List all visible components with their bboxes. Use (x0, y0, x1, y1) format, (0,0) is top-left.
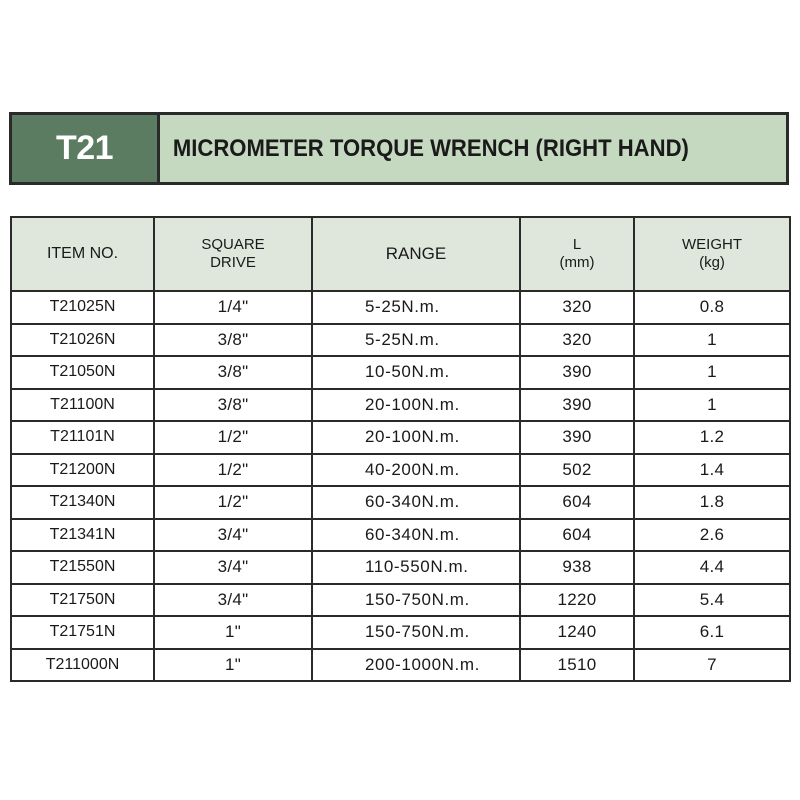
cell-range: 5-25N.m. (312, 291, 520, 324)
cell-length: 1510 (520, 649, 634, 682)
cell-square-drive: 3/4" (154, 584, 312, 617)
cell-square-drive: 1/2" (154, 454, 312, 487)
cell-length: 604 (520, 519, 634, 552)
cell-range: 5-25N.m. (312, 324, 520, 357)
table-row (11, 649, 790, 682)
cell-length: 502 (520, 454, 634, 487)
cell-square-drive: 1" (154, 616, 312, 649)
cell-item-no: T21050N (11, 356, 154, 389)
cell-square-drive: 1/2" (154, 421, 312, 454)
table-row (11, 519, 790, 552)
cell-length: 320 (520, 291, 634, 324)
cell-weight: 1.2 (634, 421, 790, 454)
cell-square-drive: 1/4" (154, 291, 312, 324)
table-row (11, 324, 790, 357)
table-row (11, 356, 790, 389)
header-length-label: L (572, 236, 582, 253)
header-length-unit: (mm) (559, 254, 595, 271)
cell-weight: 1 (634, 389, 790, 422)
product-title: MICROMETER TORQUE WRENCH (RIGHT HAND) (172, 134, 689, 162)
cell-item-no: T211000N (11, 649, 154, 682)
model-code: T21 (12, 115, 160, 182)
table-row (11, 616, 790, 649)
cell-item-no: T21751N (11, 616, 154, 649)
cell-range: 20-100N.m. (312, 389, 520, 422)
cell-item-no: T21100N (11, 389, 154, 422)
cell-square-drive: 1/2" (154, 486, 312, 519)
header-square-label: SQUARE (201, 236, 265, 253)
cell-length: 390 (520, 421, 634, 454)
table-row (11, 584, 790, 617)
cell-length: 390 (520, 389, 634, 422)
table-row (11, 454, 790, 487)
cell-range: 20-100N.m. (312, 421, 520, 454)
cell-range: 10-50N.m. (312, 356, 520, 389)
cell-weight: 0.8 (634, 291, 790, 324)
cell-range: 40-200N.m. (312, 454, 520, 487)
cell-length: 1240 (520, 616, 634, 649)
cell-square-drive: 3/4" (154, 551, 312, 584)
cell-weight: 2.6 (634, 519, 790, 552)
cell-range: 110-550N.m. (312, 551, 520, 584)
cell-item-no: T21200N (11, 454, 154, 487)
cell-square-drive: 3/8" (154, 389, 312, 422)
cell-range: 200-1000N.m. (312, 649, 520, 682)
cell-length: 320 (520, 324, 634, 357)
table-row (11, 389, 790, 422)
cell-weight: 4.4 (634, 551, 790, 584)
header-range-label: RANGE (385, 244, 447, 263)
cell-weight: 5.4 (634, 584, 790, 617)
cell-range: 60-340N.m. (312, 486, 520, 519)
header-item-no (11, 217, 154, 291)
cell-length: 938 (520, 551, 634, 584)
cell-item-no: T21341N (11, 519, 154, 552)
header-drive-label: DRIVE (210, 254, 256, 271)
cell-item-no: T21026N (11, 324, 154, 357)
table-row (11, 291, 790, 324)
header-weight-label: WEIGHT (682, 236, 742, 253)
cell-weight: 1.8 (634, 486, 790, 519)
cell-item-no: T21101N (11, 421, 154, 454)
cell-weight: 6.1 (634, 616, 790, 649)
cell-range: 60-340N.m. (312, 519, 520, 552)
cell-item-no: T21340N (11, 486, 154, 519)
table-header-row (11, 217, 790, 291)
table-row (11, 486, 790, 519)
cell-item-no: T21550N (11, 551, 154, 584)
cell-square-drive: 3/8" (154, 324, 312, 357)
cell-square-drive: 3/8" (154, 356, 312, 389)
table-row (11, 421, 790, 454)
cell-range: 150-750N.m. (312, 584, 520, 617)
cell-weight: 1.4 (634, 454, 790, 487)
cell-square-drive: 1" (154, 649, 312, 682)
cell-item-no: T21025N (11, 291, 154, 324)
header-weight (634, 217, 790, 291)
header-square-drive (154, 217, 312, 291)
spec-table (10, 216, 791, 682)
header-item-no-label: ITEM NO. (46, 245, 119, 262)
cell-length: 604 (520, 486, 634, 519)
cell-weight: 1 (634, 324, 790, 357)
header-range (312, 217, 520, 291)
cell-length: 1220 (520, 584, 634, 617)
cell-square-drive: 3/4" (154, 519, 312, 552)
title-banner (9, 112, 789, 185)
header-length (520, 217, 634, 291)
cell-item-no: T21750N (11, 584, 154, 617)
cell-range: 150-750N.m. (312, 616, 520, 649)
header-weight-unit: (kg) (699, 254, 725, 271)
cell-weight: 7 (634, 649, 790, 682)
cell-length: 390 (520, 356, 634, 389)
table-row (11, 551, 790, 584)
cell-weight: 1 (634, 356, 790, 389)
